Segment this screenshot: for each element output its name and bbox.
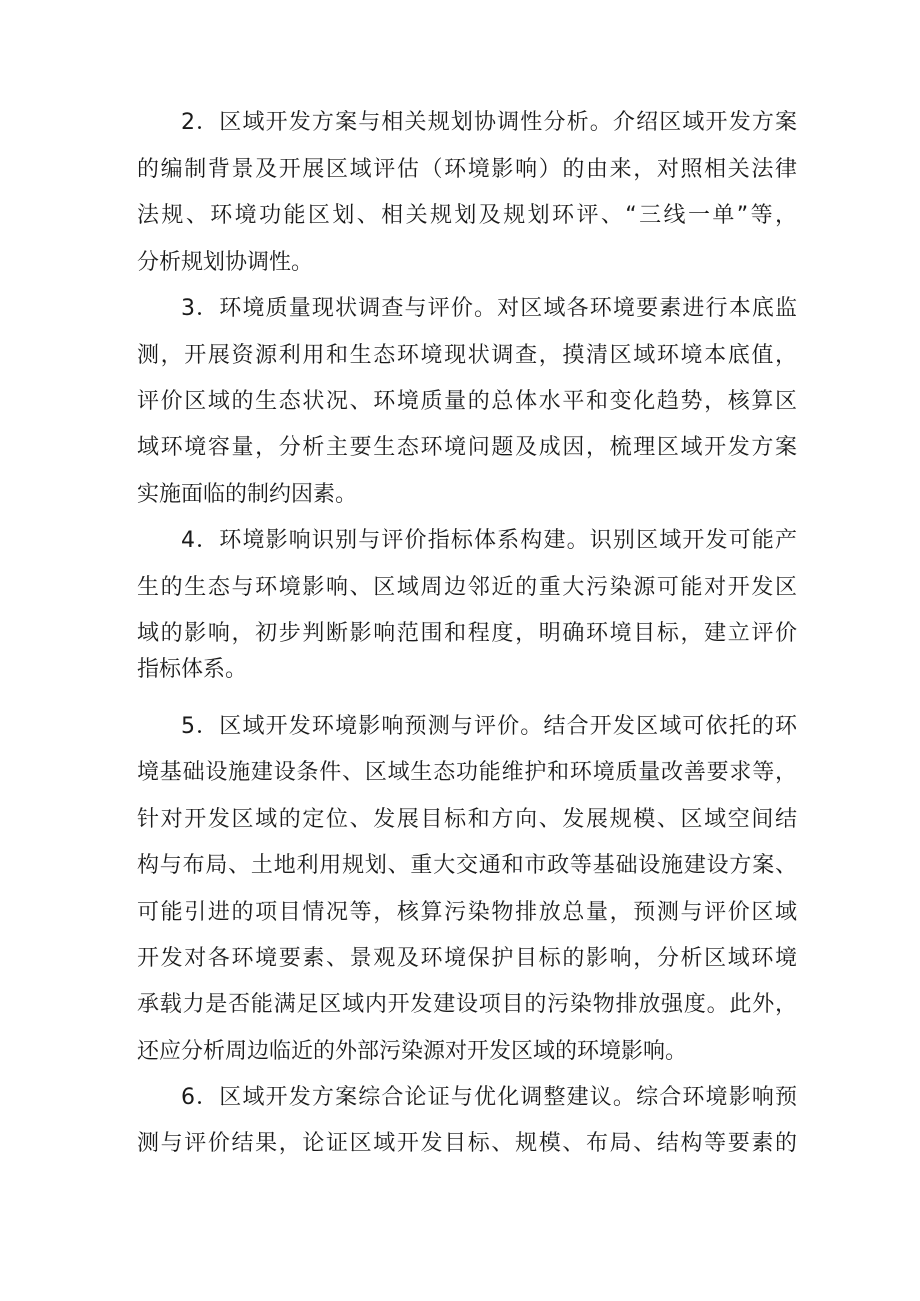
paragraph-3-line-3: 评价区域的生态状况、环境质量的总体水平和变化趋势，核算区	[137, 389, 797, 414]
paragraph-2-line-3: 法规、环境功能区划、相关规划及规划环评、“三线一单”等，	[137, 203, 797, 228]
paragraph-5-line-1: 5．区域开发环境影响预测与评价。结合开发区域可依托的环	[181, 714, 797, 739]
paragraph-2-line-2: 的编制背景及开展区域评估（环境影响）的由来，对照相关法律	[137, 157, 797, 182]
paragraph-4-line-1: 4．环境影响识别与评价指标体系构建。识别区域开发可能产	[181, 528, 797, 553]
paragraph-4-line-4: 指标体系。	[137, 657, 248, 682]
paragraph-3-line-2: 测，开展资源利用和生态环境现状调查，摸清区域环境本底值，	[137, 343, 797, 368]
paragraph-3-line-1: 3．环境质量现状调查与评价。对区域各环境要素进行本底监	[181, 296, 797, 321]
paragraph-5-line-4: 构与布局、土地利用规划、重大交通和市政等基础设施建设方案、	[137, 853, 797, 878]
paragraph-4-line-3: 域的影响，初步判断影响范围和程度，明确环境目标，建立评价	[137, 621, 797, 646]
paragraph-5-line-5: 可能引进的项目情况等，核算污染物排放总量，预测与评价区域	[137, 900, 797, 925]
paragraph-6-line-1: 6．区域开发方案综合论证与优化调整建议。综合环境影响预	[181, 1085, 797, 1110]
paragraph-2-line-1: 2．区域开发方案与相关规划协调性分析。介绍区域开发方案	[181, 110, 797, 135]
paragraph-5-line-6: 开发对各环境要素、景观及环境保护目标的影响，分析区域环境	[137, 946, 797, 971]
paragraph-5-line-3: 针对开发区域的定位、发展目标和方向、发展规模、区域空间结	[137, 807, 797, 832]
paragraph-2-line-4: 分析规划协调性。	[137, 250, 314, 275]
paragraph-5-line-7: 承载力是否能满足区域内开发建设项目的污染物排放强度。此外，	[137, 992, 797, 1017]
paragraph-4-line-2: 生的生态与环境影响、区域周边邻近的重大污染源可能对开发区	[137, 575, 797, 600]
paragraph-5-line-8: 还应分析周边临近的外部污染源对开发区域的环境影响。	[137, 1039, 688, 1064]
paragraph-3-line-5: 实施面临的制约因素。	[137, 482, 358, 507]
paragraph-3-line-4: 域环境容量，分析主要生态环境问题及成因，梳理区域开发方案	[137, 435, 797, 460]
paragraph-6-line-2: 测与评价结果，论证区域开发目标、规模、布局、结构等要素的	[137, 1131, 797, 1156]
paragraph-5-line-2: 境基础设施建设条件、区域生态功能维护和环境质量改善要求等，	[137, 760, 797, 785]
